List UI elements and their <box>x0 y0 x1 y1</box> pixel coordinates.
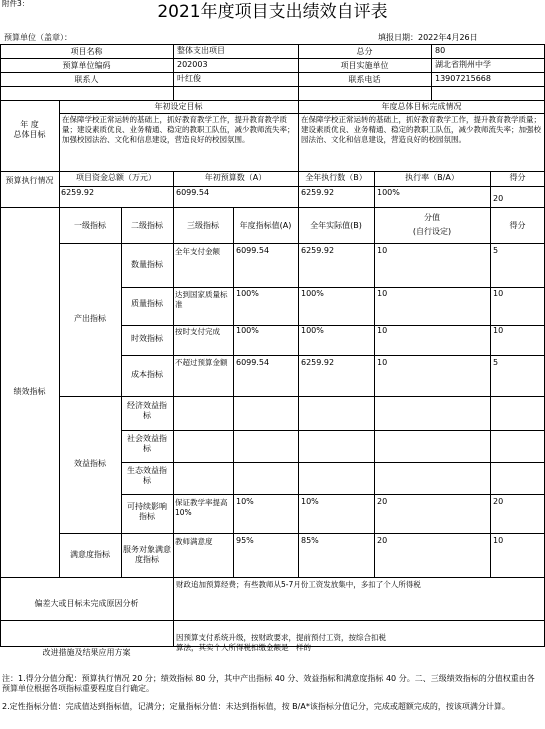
quantity-score: 5 <box>493 246 499 255</box>
header-weight: 分值 <box>424 213 440 222</box>
goal-completion-header: 年度总体目标完成情况 <box>381 102 462 111</box>
timeliness-score: 10 <box>493 326 504 335</box>
budget-value-initial: 6099.54 <box>176 188 210 197</box>
goal-completion-text: 在保障学校正常运转的基础上，抓好教育教学工作，提升教育教学质量；建设素质优良、业务精通、稳定的教职工队伍，减少教师流失率；加强校园法治、文化和信息建设，营造良好的校园氛围。 <box>301 115 541 144</box>
indicator-service: 教师满意度 <box>175 537 213 546</box>
level2-quantity: 数量指标 <box>131 260 163 269</box>
level1-output: 产出指标 <box>74 314 106 323</box>
sustainable-score: 20 <box>493 497 504 506</box>
initial-goal-header: 年初设定目标 <box>154 102 203 111</box>
page-title: 2021年度项目支出绩效自评表 <box>157 2 388 22</box>
quantity-weight: 10 <box>377 246 388 255</box>
service-weight: 20 <box>377 536 388 545</box>
total-score-value: 80 <box>435 46 446 55</box>
note-1: 注：1.得分分值分配：预算执行情况 20 分；绩效指标 80 分，其中产出指标 40 分、效益指标和满意度指标 40 分。二、三级绩效指标的分值权重由各预算单位根据各项指标重要程度自行确定。 <box>2 674 535 694</box>
sustainable-actual: 10% <box>301 497 319 506</box>
budget-header-score: 得分 <box>509 173 526 182</box>
cost-weight: 10 <box>377 358 388 367</box>
improvement-text: 因预算支付系统升级，按财政要求，提前预付工资，按综合扣税算法，其实个人所得税扣缴金额是一样的 <box>176 633 386 652</box>
indicator-timeliness: 按时支付完成 <box>175 327 220 336</box>
level1-effect: 效益指标 <box>74 459 106 468</box>
level2-social: 社会效益指标 <box>127 434 167 454</box>
indicator-sustainable: 保证教学率提高10% <box>175 498 228 517</box>
deviation-label: 偏差大或目标未完成原因分析 <box>34 599 139 608</box>
quality-actual: 100% <box>301 289 324 298</box>
quality-score: 10 <box>493 289 504 298</box>
budget-header-total: 项目资金总额（万元） <box>76 173 156 182</box>
sustainable-weight: 20 <box>377 497 388 506</box>
budget-execution-label: 预算执行情况 <box>5 176 54 185</box>
budget-header-executed: 全年执行数（B） <box>305 173 367 182</box>
quality-target: 100% <box>236 289 259 298</box>
timeliness-actual: 100% <box>301 326 324 335</box>
header-level1: 一级指标 <box>74 221 106 230</box>
contact-label: 联系人 <box>74 75 99 84</box>
header-level2: 二级指标 <box>131 221 163 230</box>
header-score: 得分 <box>509 221 526 230</box>
level2-sustainable: 可持续影响指标 <box>127 502 167 522</box>
quantity-actual: 6259.92 <box>301 246 335 255</box>
contact-value: 叶红俊 <box>177 74 201 83</box>
note-2: 2.定性指标分值：完成值达到指标值，记满分；定量指标分值：未达到指标值，按 B/A*该指标分值记分，完成或超额完成的，按该项满分计算。 <box>2 702 510 711</box>
level2-cost: 成本指标 <box>131 370 163 379</box>
project-name-value: 整体支出项目 <box>177 46 225 55</box>
level1-satisfaction: 满意度指标 <box>70 550 110 559</box>
phone-value: 13907215668 <box>435 74 491 83</box>
total-score-label: 总分 <box>356 47 373 56</box>
header-target: 年度指标值(A) <box>239 221 292 230</box>
quantity-target: 6099.54 <box>236 246 270 255</box>
fill-date: 填报日期：2022年4月26日 <box>378 33 478 42</box>
quality-weight: 10 <box>377 289 388 298</box>
service-score: 10 <box>493 536 504 545</box>
phone-label: 联系电话 <box>348 75 381 84</box>
level2-ecological: 生态效益指标 <box>127 466 167 486</box>
indicator-cost: 不超过预算金额 <box>175 358 228 367</box>
budget-value-executed: 6259.92 <box>301 188 335 197</box>
budget-code-label: 预算单位编码 <box>62 61 111 70</box>
impl-unit-value: 湖北省荆州中学 <box>435 60 491 69</box>
header-level3: 三级指标 <box>187 221 219 230</box>
initial-goal-text: 在保障学校正常运转的基础上，抓好教育教学工作，提升教育教学质量；建设素质优良、业务精通、稳定的教职工队伍，减少教师流失率；加强校园法治、文化和信息建设，营造良好的校园氛围。 <box>62 115 295 144</box>
header-weight-note: (自行设定) <box>412 227 452 236</box>
budget-value-rate: 100% <box>377 188 400 197</box>
timeliness-target: 100% <box>236 326 259 335</box>
level2-economic: 经济效益指标 <box>127 401 167 421</box>
service-target: 95% <box>236 536 254 545</box>
cost-score: 5 <box>493 358 499 367</box>
budget-value-score: 20 <box>493 194 504 203</box>
budget-unit-label: 预算单位（盖章）： <box>4 33 72 42</box>
annual-goal-label: 年 度 总体目标 <box>13 120 46 140</box>
cost-target: 6099.54 <box>236 358 270 367</box>
header-actual: 全年实际值(B) <box>310 221 362 230</box>
indicator-quantity: 全年支付金额 <box>175 247 220 256</box>
level2-service: 服务对象满意度指标 <box>123 545 171 565</box>
level2-timeliness: 时效指标 <box>131 334 163 343</box>
budget-header-initial: 年初预算数（A） <box>204 173 267 182</box>
indicator-quality: 达到国家质量标准 <box>175 290 228 309</box>
budget-code-value: 202003 <box>177 60 208 69</box>
impl-unit-label: 项目实施单位 <box>340 61 389 70</box>
budget-value-total: 6259.92 <box>61 188 95 197</box>
service-actual: 85% <box>301 536 319 545</box>
improvement-label: 改进措施及结果应用方案 <box>42 648 131 657</box>
budget-header-rate: 执行率（B/A） <box>405 173 459 182</box>
sustainable-target: 10% <box>236 497 254 506</box>
performance-indicators-label: 绩效指标 <box>13 387 46 396</box>
attachment-label: 附件3： <box>2 0 30 8</box>
deviation-text: 财政追加预算经费；有些教师从5-7月份工资发放集中，多扣了个人所得税 <box>176 580 421 589</box>
level2-quality: 质量指标 <box>131 299 163 308</box>
timeliness-weight: 10 <box>377 326 388 335</box>
cost-actual: 6259.92 <box>301 358 335 367</box>
project-name-label: 项目名称 <box>70 47 103 56</box>
